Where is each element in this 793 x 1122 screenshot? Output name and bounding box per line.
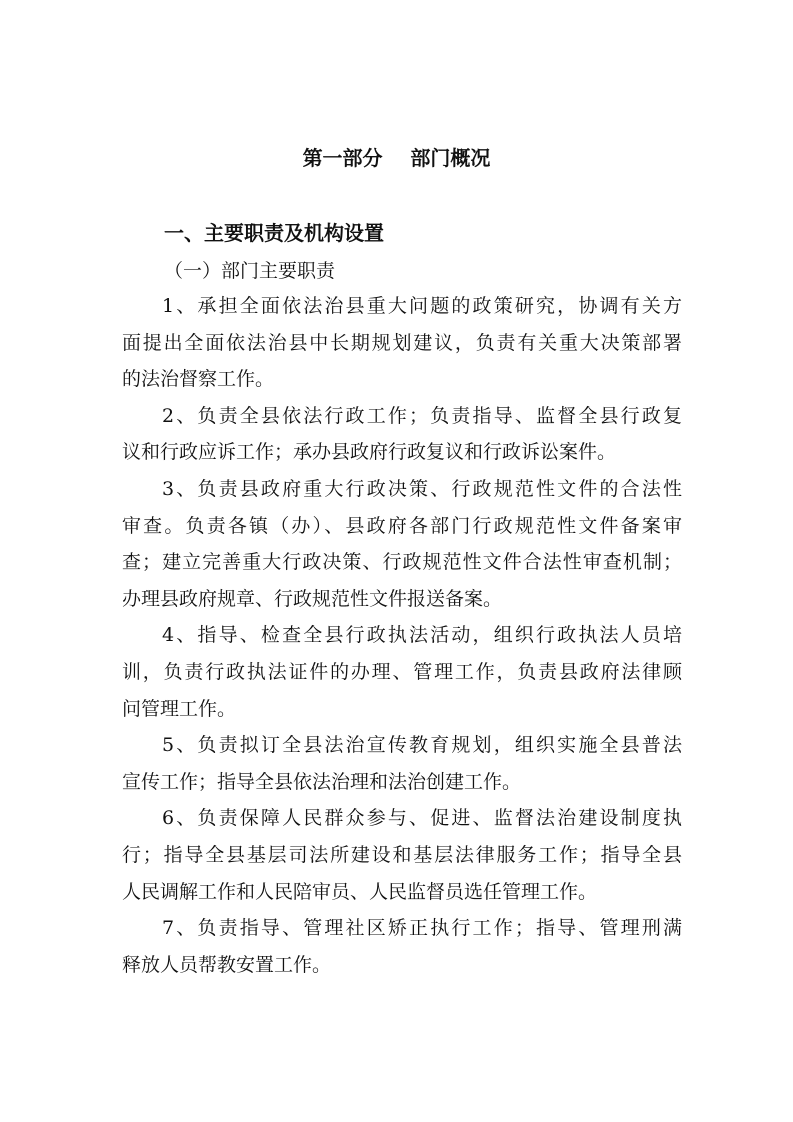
duty-line: 训，负责行政执法证件的办理、管理工作，负责县政府法律顾: [122, 660, 682, 683]
section-heading: 一、主要职责及机构设置: [164, 221, 384, 245]
duty-paragraph-3: [122, 471, 682, 617]
duty-line: 1、承担全面依法治县重大问题的政策研究，协调有关方: [162, 295, 682, 317]
duty-paragraph-6: [122, 800, 682, 910]
duty-line: 7、负责指导、管理社区矫正执行工作；指导、管理刑满: [162, 917, 682, 940]
duty-line: 查；建立完善重大行政决策、行政规范性文件合法性审查机制；: [122, 551, 682, 574]
duty-paragraph-1: [122, 288, 682, 398]
duty-line: 6、负责保障人民群众参与、促进、监督法治建设制度执: [162, 807, 682, 830]
duty-line: 4、指导、检查全县行政执法活动，组织行政执法人员培: [162, 624, 682, 647]
duty-line: 行；指导全县基层司法所建设和基层法律服务工作；指导全县: [122, 843, 682, 866]
page-title: 第一部分 部门概况: [302, 146, 491, 170]
subsection-heading: （一）部门主要职责: [164, 260, 336, 282]
duty-line: 审查。负责各镇（办）、县政府各部门行政规范性文件备案审: [122, 514, 682, 537]
duty-line: 3、负责县政府重大行政决策、行政规范性文件的合法性: [162, 477, 682, 500]
duty-line: 议和行政应诉工作；承办县政府行政复议和行政诉讼案件。: [122, 441, 617, 464]
duty-line: 5、负责拟订全县法治宣传教育规划，组织实施全县普法: [162, 734, 682, 757]
duty-line: 2、负责全县依法行政工作；负责指导、监督全县行政复: [162, 404, 682, 427]
duty-paragraph-5: [122, 727, 682, 800]
duty-line: 的法治督察工作。: [122, 368, 275, 391]
duty-line: 释放人员帮教安置工作。: [122, 953, 332, 976]
duty-line: 办理县政府规章、行政规范性文件报送备案。: [122, 587, 503, 610]
duty-paragraph-7: [122, 910, 682, 983]
duty-line: 宣传工作；指导全县依法治理和法治创建工作。: [122, 770, 522, 793]
duty-line: 人民调解工作和人民陪审员、人民监督员选任管理工作。: [122, 880, 598, 903]
duty-line: 问管理工作。: [122, 697, 237, 720]
duty-paragraph-2: [122, 398, 682, 471]
duties-list: [122, 288, 682, 983]
duty-paragraph-4: [122, 617, 682, 727]
duty-line: 面提出全面依法治县中长期规划建议，负责有关重大决策部署: [122, 331, 682, 354]
